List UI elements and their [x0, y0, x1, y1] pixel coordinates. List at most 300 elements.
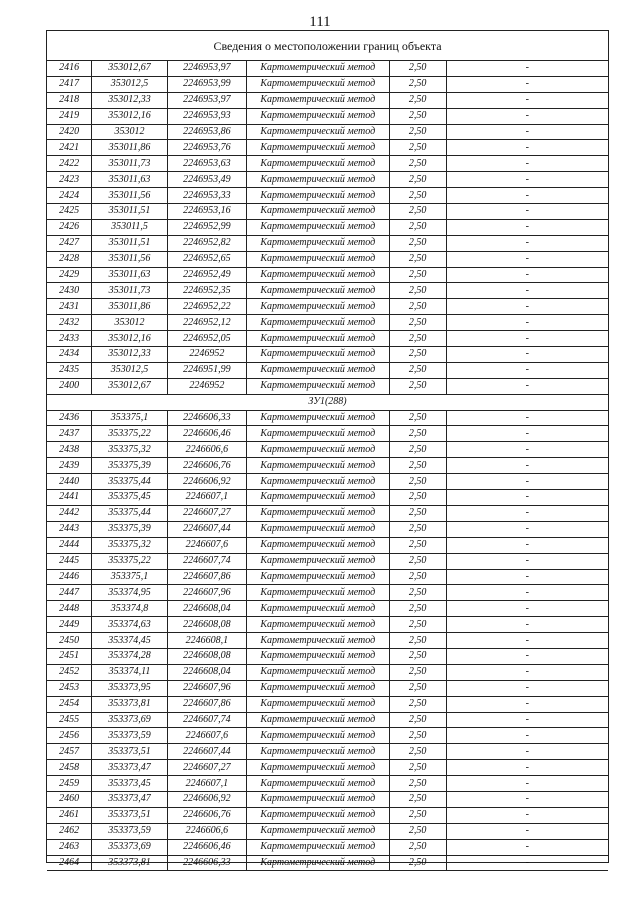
table-row [47, 156, 608, 172]
point-number-cell: 2442 [47, 505, 92, 521]
x-coordinate-cell: 353375,39 [92, 521, 167, 537]
description-cell: - [446, 648, 608, 664]
point-number-cell: 2445 [47, 553, 92, 569]
y-coordinate-cell: 2246607,96 [167, 680, 246, 696]
x-coordinate-cell: 353373,59 [92, 823, 167, 839]
point-number-cell: 2431 [47, 299, 92, 315]
x-coordinate-cell: 353012,16 [92, 331, 167, 347]
precision-cell: 2,50 [389, 490, 446, 506]
point-number-cell: 2459 [47, 776, 92, 792]
y-coordinate-cell: 2246607,86 [167, 569, 246, 585]
x-coordinate-cell: 353011,73 [92, 283, 167, 299]
method-cell: Картометрический метод [247, 728, 390, 744]
description-cell: - [446, 474, 608, 490]
description-cell: - [446, 172, 608, 188]
point-number-cell: 2418 [47, 92, 92, 108]
precision-cell: 2,50 [389, 617, 446, 633]
x-coordinate-cell: 353012,33 [92, 92, 167, 108]
description-cell: - [446, 188, 608, 204]
description-cell: - [446, 235, 608, 251]
point-number-cell: 2417 [47, 76, 92, 92]
precision-cell: 2,50 [389, 362, 446, 378]
method-cell: Картометрический метод [247, 331, 390, 347]
page-number: 111 [309, 14, 331, 30]
point-number-cell: 2436 [47, 410, 92, 426]
table-row [47, 204, 608, 220]
x-coordinate-cell: 353373,69 [92, 712, 167, 728]
y-coordinate-cell: 2246607,1 [167, 490, 246, 506]
point-number-cell: 2421 [47, 140, 92, 156]
y-coordinate-cell: 2246952 [167, 347, 246, 363]
y-coordinate-cell: 2246952,99 [167, 219, 246, 235]
precision-cell: 2,50 [389, 760, 446, 776]
precision-cell: 2,50 [389, 585, 446, 601]
y-coordinate-cell: 2246606,76 [167, 458, 246, 474]
description-cell: - [446, 680, 608, 696]
x-coordinate-cell: 353375,32 [92, 442, 167, 458]
x-coordinate-cell: 353374,11 [92, 664, 167, 680]
x-coordinate-cell: 353373,59 [92, 728, 167, 744]
point-number-cell: 2464 [47, 855, 92, 871]
x-coordinate-cell: 353011,86 [92, 140, 167, 156]
point-number-cell: 2450 [47, 633, 92, 649]
x-coordinate-cell: 353012,5 [92, 76, 167, 92]
point-number-cell: 2422 [47, 156, 92, 172]
precision-cell: 2,50 [389, 92, 446, 108]
x-coordinate-cell: 353375,32 [92, 537, 167, 553]
description-cell: - [446, 92, 608, 108]
y-coordinate-cell: 2246952,22 [167, 299, 246, 315]
table-row [47, 728, 608, 744]
description-cell: - [446, 76, 608, 92]
precision-cell: 2,50 [389, 474, 446, 490]
description-cell: - [446, 617, 608, 633]
x-coordinate-cell: 353011,73 [92, 156, 167, 172]
table-row [47, 458, 608, 474]
precision-cell: 2,50 [389, 505, 446, 521]
coordinates-table [47, 61, 608, 871]
method-cell: Картометрический метод [247, 760, 390, 776]
description-cell: - [446, 712, 608, 728]
description-cell: - [446, 744, 608, 760]
y-coordinate-cell: 2246607,44 [167, 521, 246, 537]
point-number-cell: 2426 [47, 219, 92, 235]
description-cell: - [446, 664, 608, 680]
x-coordinate-cell: 353011,51 [92, 204, 167, 220]
precision-cell: 2,50 [389, 744, 446, 760]
precision-cell: 2,50 [389, 569, 446, 585]
description-cell: - [446, 458, 608, 474]
method-cell: Картометрический метод [247, 362, 390, 378]
y-coordinate-cell: 2246606,33 [167, 855, 246, 871]
method-cell: Картометрический метод [247, 267, 390, 283]
precision-cell: 2,50 [389, 537, 446, 553]
description-cell: - [446, 505, 608, 521]
y-coordinate-cell: 2246953,76 [167, 140, 246, 156]
y-coordinate-cell: 2246953,16 [167, 204, 246, 220]
precision-cell: 2,50 [389, 61, 446, 76]
x-coordinate-cell: 353374,8 [92, 601, 167, 617]
x-coordinate-cell: 353012,5 [92, 362, 167, 378]
method-cell: Картометрический метод [247, 585, 390, 601]
x-coordinate-cell: 353375,39 [92, 458, 167, 474]
table-row [47, 791, 608, 807]
y-coordinate-cell: 2246952,65 [167, 251, 246, 267]
method-cell: Картометрический метод [247, 92, 390, 108]
method-cell: Картометрический метод [247, 61, 390, 76]
x-coordinate-cell: 353012,67 [92, 378, 167, 394]
method-cell: Картометрический метод [247, 378, 390, 394]
method-cell: Картометрический метод [247, 156, 390, 172]
precision-cell: 2,50 [389, 299, 446, 315]
table-row [47, 490, 608, 506]
y-coordinate-cell: 2246606,92 [167, 474, 246, 490]
x-coordinate-cell: 353375,45 [92, 490, 167, 506]
table-row [47, 61, 608, 76]
x-coordinate-cell: 353012,67 [92, 61, 167, 76]
method-cell: Картометрический метод [247, 680, 390, 696]
y-coordinate-cell: 2246953,63 [167, 156, 246, 172]
method-cell: Картометрический метод [247, 442, 390, 458]
y-coordinate-cell: 2246608,04 [167, 664, 246, 680]
method-cell: Картометрический метод [247, 251, 390, 267]
point-number-cell: 2449 [47, 617, 92, 633]
point-number-cell: 2400 [47, 378, 92, 394]
table-row [47, 315, 608, 331]
y-coordinate-cell: 2246953,97 [167, 92, 246, 108]
method-cell: Картометрический метод [247, 347, 390, 363]
point-number-cell: 2453 [47, 680, 92, 696]
y-coordinate-cell: 2246608,1 [167, 633, 246, 649]
method-cell: Картометрический метод [247, 569, 390, 585]
description-cell: - [446, 776, 608, 792]
section-row [47, 394, 608, 410]
point-number-cell: 2424 [47, 188, 92, 204]
precision-cell: 2,50 [389, 839, 446, 855]
description-cell: - [446, 728, 608, 744]
y-coordinate-cell: 2246606,6 [167, 823, 246, 839]
point-number-cell: 2461 [47, 807, 92, 823]
method-cell: Картометрический метод [247, 648, 390, 664]
point-number-cell: 2463 [47, 839, 92, 855]
precision-cell: 2,50 [389, 283, 446, 299]
description-cell: - [446, 124, 608, 140]
description-cell: - [446, 633, 608, 649]
description-cell: - [446, 156, 608, 172]
y-coordinate-cell: 2246953,99 [167, 76, 246, 92]
table-row [47, 108, 608, 124]
method-cell: Картометрический метод [247, 204, 390, 220]
description-cell: - [446, 299, 608, 315]
table-row [47, 839, 608, 855]
table-row [47, 140, 608, 156]
description-cell: - [446, 251, 608, 267]
table-row [47, 410, 608, 426]
precision-cell: 2,50 [389, 458, 446, 474]
method-cell: Картометрический метод [247, 521, 390, 537]
table-row [47, 362, 608, 378]
x-coordinate-cell: 353373,81 [92, 855, 167, 871]
y-coordinate-cell: 2246606,76 [167, 807, 246, 823]
table-title: Сведения о местоположении границ объекта [47, 31, 608, 61]
table-row [47, 760, 608, 776]
point-number-cell: 2416 [47, 61, 92, 76]
precision-cell: 2,50 [389, 648, 446, 664]
y-coordinate-cell: 2246606,92 [167, 791, 246, 807]
table-row [47, 124, 608, 140]
description-cell: - [446, 696, 608, 712]
description-cell: - [446, 553, 608, 569]
method-cell: Картометрический метод [247, 458, 390, 474]
x-coordinate-cell: 353011,63 [92, 172, 167, 188]
y-coordinate-cell: 2246606,46 [167, 839, 246, 855]
table-row [47, 283, 608, 299]
precision-cell: 2,50 [389, 807, 446, 823]
y-coordinate-cell: 2246608,08 [167, 648, 246, 664]
x-coordinate-cell: 353373,95 [92, 680, 167, 696]
table-row [47, 426, 608, 442]
description-cell: - [446, 410, 608, 426]
table-row [47, 553, 608, 569]
y-coordinate-cell: 2246607,86 [167, 696, 246, 712]
x-coordinate-cell: 353373,51 [92, 744, 167, 760]
precision-cell: 2,50 [389, 442, 446, 458]
table-row [47, 823, 608, 839]
description-cell: - [446, 585, 608, 601]
y-coordinate-cell: 2246952,12 [167, 315, 246, 331]
y-coordinate-cell: 2246951,99 [167, 362, 246, 378]
precision-cell: 2,50 [389, 124, 446, 140]
point-number-cell: 2423 [47, 172, 92, 188]
method-cell: Картометрический метод [247, 124, 390, 140]
table-row [47, 474, 608, 490]
precision-cell: 2,50 [389, 553, 446, 569]
description-cell: - [446, 791, 608, 807]
method-cell: Картометрический метод [247, 490, 390, 506]
y-coordinate-cell: 2246607,6 [167, 537, 246, 553]
table-row [47, 855, 608, 871]
table-row [47, 744, 608, 760]
method-cell: Картометрический метод [247, 315, 390, 331]
point-number-cell: 2455 [47, 712, 92, 728]
precision-cell: 2,50 [389, 776, 446, 792]
method-cell: Картометрический метод [247, 172, 390, 188]
precision-cell: 2,50 [389, 188, 446, 204]
y-coordinate-cell: 2246952 [167, 378, 246, 394]
precision-cell: 2,50 [389, 601, 446, 617]
point-number-cell: 2446 [47, 569, 92, 585]
y-coordinate-cell: 2246606,46 [167, 426, 246, 442]
y-coordinate-cell: 2246607,96 [167, 585, 246, 601]
method-cell: Картометрический метод [247, 537, 390, 553]
precision-cell: 2,50 [389, 633, 446, 649]
precision-cell: 2,50 [389, 712, 446, 728]
y-coordinate-cell: 2246952,49 [167, 267, 246, 283]
point-number-cell: 2458 [47, 760, 92, 776]
method-cell: Картометрический метод [247, 776, 390, 792]
description-cell: - [446, 219, 608, 235]
point-number-cell: 2419 [47, 108, 92, 124]
description-cell: - [446, 490, 608, 506]
method-cell: Картометрический метод [247, 601, 390, 617]
x-coordinate-cell: 353011,5 [92, 219, 167, 235]
x-coordinate-cell: 353011,63 [92, 267, 167, 283]
point-number-cell: 2443 [47, 521, 92, 537]
method-cell: Картометрический метод [247, 426, 390, 442]
x-coordinate-cell: 353373,69 [92, 839, 167, 855]
point-number-cell: 2438 [47, 442, 92, 458]
point-number-cell: 2439 [47, 458, 92, 474]
y-coordinate-cell: 2246607,1 [167, 776, 246, 792]
table-row [47, 219, 608, 235]
description-cell: - [446, 807, 608, 823]
x-coordinate-cell: 353012 [92, 124, 167, 140]
description-cell: - [446, 267, 608, 283]
table-row [47, 585, 608, 601]
x-coordinate-cell: 353373,47 [92, 760, 167, 776]
y-coordinate-cell: 2246953,86 [167, 124, 246, 140]
table-row [47, 251, 608, 267]
table-row [47, 776, 608, 792]
y-coordinate-cell: 2246607,6 [167, 728, 246, 744]
precision-cell: 2,50 [389, 204, 446, 220]
x-coordinate-cell: 353375,44 [92, 474, 167, 490]
method-cell: Картометрический метод [247, 823, 390, 839]
point-number-cell: 2427 [47, 235, 92, 251]
point-number-cell: 2441 [47, 490, 92, 506]
table-row [47, 569, 608, 585]
table-row [47, 680, 608, 696]
precision-cell: 2,50 [389, 235, 446, 251]
method-cell: Картометрический метод [247, 664, 390, 680]
method-cell: Картометрический метод [247, 188, 390, 204]
precision-cell: 2,50 [389, 664, 446, 680]
description-cell: - [446, 331, 608, 347]
description-cell: - [446, 362, 608, 378]
method-cell: Картометрический метод [247, 219, 390, 235]
y-coordinate-cell: 2246953,33 [167, 188, 246, 204]
description-cell: - [446, 283, 608, 299]
y-coordinate-cell: 2246607,74 [167, 553, 246, 569]
description-cell: - [446, 521, 608, 537]
point-number-cell: 2432 [47, 315, 92, 331]
table-row [47, 299, 608, 315]
y-coordinate-cell: 2246607,74 [167, 712, 246, 728]
precision-cell: 2,50 [389, 696, 446, 712]
table-row [47, 712, 608, 728]
point-number-cell: 2433 [47, 331, 92, 347]
section-label: ЗУ1(288) [47, 394, 608, 410]
method-cell: Картометрический метод [247, 474, 390, 490]
point-number-cell: 2447 [47, 585, 92, 601]
table-row [47, 633, 608, 649]
x-coordinate-cell: 353012,16 [92, 108, 167, 124]
x-coordinate-cell: 353374,45 [92, 633, 167, 649]
description-cell: - [446, 108, 608, 124]
method-cell: Картометрический метод [247, 633, 390, 649]
precision-cell: 2,50 [389, 267, 446, 283]
description-cell: - [446, 61, 608, 76]
x-coordinate-cell: 353375,1 [92, 410, 167, 426]
table-row [47, 92, 608, 108]
x-coordinate-cell: 353374,95 [92, 585, 167, 601]
x-coordinate-cell: 353011,56 [92, 188, 167, 204]
description-cell: - [446, 760, 608, 776]
method-cell: Картометрический метод [247, 410, 390, 426]
description-cell: - [446, 347, 608, 363]
point-number-cell: 2429 [47, 267, 92, 283]
method-cell: Картометрический метод [247, 744, 390, 760]
point-number-cell: 2456 [47, 728, 92, 744]
description-cell: - [446, 855, 608, 871]
precision-cell: 2,50 [389, 855, 446, 871]
table-row [47, 442, 608, 458]
description-cell: - [446, 569, 608, 585]
table-row [47, 378, 608, 394]
point-number-cell: 2451 [47, 648, 92, 664]
method-cell: Картометрический метод [247, 712, 390, 728]
table-row [47, 696, 608, 712]
y-coordinate-cell: 2246952,35 [167, 283, 246, 299]
y-coordinate-cell: 2246953,97 [167, 61, 246, 76]
description-cell: - [446, 601, 608, 617]
method-cell: Картометрический метод [247, 108, 390, 124]
table-row [47, 617, 608, 633]
table-row [47, 664, 608, 680]
precision-cell: 2,50 [389, 219, 446, 235]
table-row [47, 76, 608, 92]
precision-cell: 2,50 [389, 823, 446, 839]
description-cell: - [446, 204, 608, 220]
x-coordinate-cell: 353012 [92, 315, 167, 331]
precision-cell: 2,50 [389, 76, 446, 92]
precision-cell: 2,50 [389, 728, 446, 744]
x-coordinate-cell: 353373,45 [92, 776, 167, 792]
precision-cell: 2,50 [389, 331, 446, 347]
table-row [47, 267, 608, 283]
table-row [47, 505, 608, 521]
x-coordinate-cell: 353011,51 [92, 235, 167, 251]
precision-cell: 2,50 [389, 410, 446, 426]
description-cell: - [446, 839, 608, 855]
point-number-cell: 2460 [47, 791, 92, 807]
point-number-cell: 2428 [47, 251, 92, 267]
method-cell: Картометрический метод [247, 76, 390, 92]
x-coordinate-cell: 353011,86 [92, 299, 167, 315]
table-row [47, 172, 608, 188]
table-row [47, 601, 608, 617]
table-row [47, 807, 608, 823]
point-number-cell: 2448 [47, 601, 92, 617]
x-coordinate-cell: 353373,81 [92, 696, 167, 712]
point-number-cell: 2454 [47, 696, 92, 712]
precision-cell: 2,50 [389, 680, 446, 696]
point-number-cell: 2440 [47, 474, 92, 490]
description-cell: - [446, 426, 608, 442]
x-coordinate-cell: 353011,56 [92, 251, 167, 267]
method-cell: Картометрический метод [247, 283, 390, 299]
method-cell: Картометрический метод [247, 855, 390, 871]
document-frame [46, 30, 609, 868]
point-number-cell: 2425 [47, 204, 92, 220]
x-coordinate-cell: 353012,33 [92, 347, 167, 363]
point-number-cell: 2420 [47, 124, 92, 140]
precision-cell: 2,50 [389, 426, 446, 442]
point-number-cell: 2434 [47, 347, 92, 363]
precision-cell: 2,50 [389, 791, 446, 807]
description-cell: - [446, 442, 608, 458]
method-cell: Картометрический метод [247, 839, 390, 855]
